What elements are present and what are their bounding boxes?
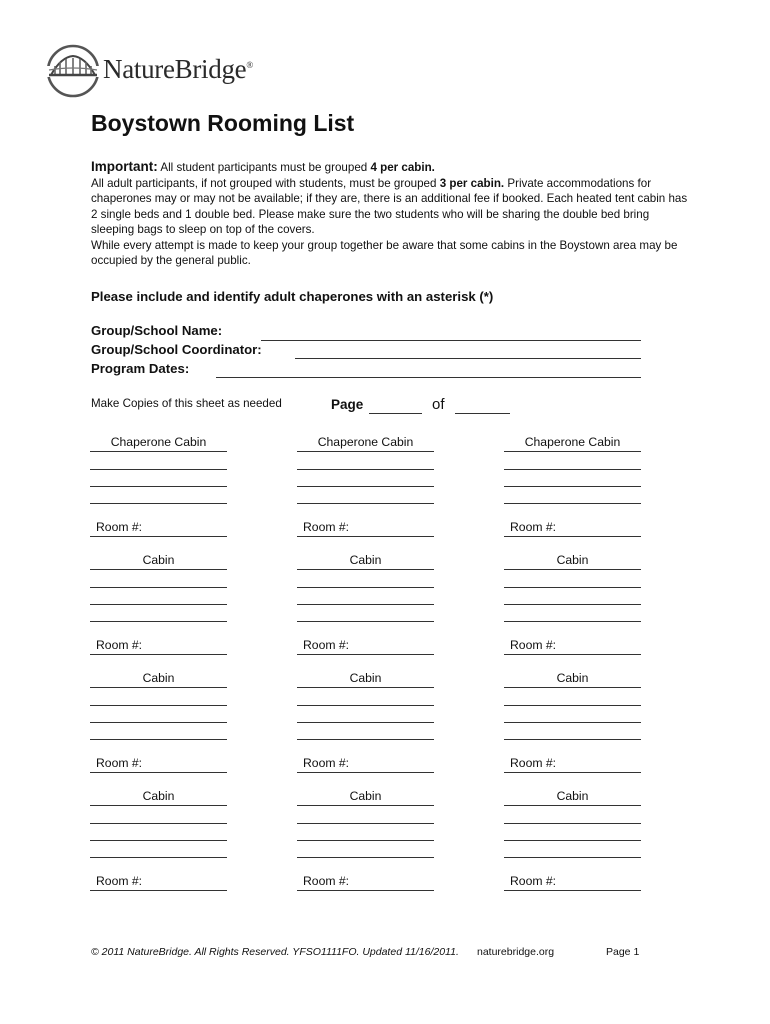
copies-note: Make Copies of this sheet as needed — [91, 397, 282, 410]
intro-students-bold: 4 per cabin. — [370, 161, 435, 174]
intro-line-public: While every attempt is made to keep your group together be aware that some cabins in the Boystown area may be occupied by the general public. — [91, 238, 678, 267]
occupant-line[interactable] — [90, 857, 227, 858]
occupant-line[interactable] — [297, 823, 434, 824]
cabin-heading: Cabin — [504, 671, 641, 688]
room-number-field[interactable]: Room #: — [297, 874, 434, 891]
asterisk-instruction: Please include and identify adult chaperones with an asterisk (*) — [91, 289, 494, 304]
coordinator-label: Group/School Coordinator: — [91, 342, 262, 357]
page-total-field[interactable] — [455, 413, 510, 414]
occupant-line[interactable] — [90, 503, 227, 504]
important-label: Important: — [91, 159, 158, 174]
intro-adults-text: All adult participants, if not grouped with students, must be grouped — [91, 176, 437, 190]
cabin-heading: Cabin — [90, 671, 227, 688]
group-name-field[interactable] — [261, 340, 641, 341]
occupant-line[interactable] — [90, 823, 227, 824]
cabin-heading: Cabin — [297, 789, 434, 806]
occupant-line[interactable] — [90, 604, 227, 605]
cabin-heading: Cabin — [504, 789, 641, 806]
occupant-line[interactable] — [297, 840, 434, 841]
cabin-heading: Chaperone Cabin — [90, 435, 227, 452]
occupant-line[interactable] — [297, 705, 434, 706]
occupant-line[interactable] — [504, 823, 641, 824]
cabin-heading: Cabin — [90, 553, 227, 570]
page-label: Page — [331, 397, 364, 412]
occupant-line[interactable] — [297, 604, 434, 605]
occupant-line[interactable] — [504, 503, 641, 504]
occupant-line[interactable] — [504, 739, 641, 740]
occupant-line[interactable] — [504, 587, 641, 588]
cabin-heading: Cabin — [297, 671, 434, 688]
of-label: of — [432, 396, 445, 413]
occupant-line[interactable] — [90, 486, 227, 487]
occupant-line[interactable] — [90, 621, 227, 622]
naturebridge-logo — [45, 44, 275, 98]
room-number-field[interactable]: Room #: — [297, 756, 434, 773]
occupant-line[interactable] — [90, 840, 227, 841]
page-title: Boystown Rooming List — [91, 110, 355, 136]
occupant-line[interactable] — [504, 857, 641, 858]
footer-copyright: © 2011 NatureBridge. All Rights Reserved. YFSO1111FO. Updated 11/16/2011. — [91, 946, 459, 958]
footer-page-number: Page 1 — [606, 946, 640, 958]
occupant-line[interactable] — [90, 469, 227, 470]
page-number-field[interactable] — [369, 413, 422, 414]
room-number-field[interactable]: Room #: — [90, 520, 227, 537]
cabin-heading: Cabin — [90, 789, 227, 806]
occupant-line[interactable] — [90, 587, 227, 588]
occupant-line[interactable] — [90, 722, 227, 723]
coordinator-field[interactable] — [295, 358, 641, 359]
bridge-logo-icon — [45, 44, 101, 98]
intro-adults-detail: Private accommodations for chaperones may or may not be available; if they are, there is an additional fee if booked. Each heated tent cabin has 2 single beds and 1 double bed. Please make sure the two students who will be sharing the double bed bring sleeping bags to sleep on top of the covers. — [91, 176, 688, 236]
intro-line-adults — [91, 176, 691, 238]
room-number-field[interactable]: Room #: — [90, 874, 227, 891]
cabin-heading: Chaperone Cabin — [297, 435, 434, 452]
occupant-line[interactable] — [297, 469, 434, 470]
occupant-line[interactable] — [504, 840, 641, 841]
intro-line-students — [91, 159, 691, 176]
cabin-heading: Cabin — [504, 553, 641, 570]
room-number-field[interactable]: Room #: — [504, 520, 641, 537]
room-number-field[interactable]: Room #: — [297, 638, 434, 655]
occupant-line[interactable] — [504, 722, 641, 723]
footer-url[interactable]: naturebridge.org — [477, 946, 555, 958]
logo-wordmark: NatureBridge® — [103, 54, 253, 84]
cabin-heading: Cabin — [297, 553, 434, 570]
room-number-field[interactable]: Room #: — [504, 874, 641, 891]
occupant-line[interactable] — [504, 621, 641, 622]
occupant-line[interactable] — [504, 705, 641, 706]
occupant-line[interactable] — [297, 486, 434, 487]
program-dates-label: Program Dates: — [91, 361, 190, 376]
occupant-line[interactable] — [504, 486, 641, 487]
occupant-line[interactable] — [90, 739, 227, 740]
group-name-label: Group/School Name: — [91, 323, 223, 338]
room-number-field[interactable]: Room #: — [297, 520, 434, 537]
occupant-line[interactable] — [297, 722, 434, 723]
program-dates-field[interactable] — [216, 377, 641, 378]
occupant-line[interactable] — [504, 469, 641, 470]
cabin-heading: Chaperone Cabin — [504, 435, 641, 452]
occupant-line[interactable] — [297, 621, 434, 622]
intro-paragraph — [91, 159, 691, 269]
occupant-line[interactable] — [297, 503, 434, 504]
occupant-line[interactable] — [90, 705, 227, 706]
room-number-field[interactable]: Room #: — [90, 638, 227, 655]
occupant-line[interactable] — [297, 587, 434, 588]
room-number-field[interactable]: Room #: — [504, 638, 641, 655]
occupant-line[interactable] — [297, 739, 434, 740]
intro-students-text: All student participants must be grouped — [160, 161, 368, 174]
room-number-field[interactable]: Room #: — [504, 756, 641, 773]
occupant-line[interactable] — [504, 604, 641, 605]
occupant-line[interactable] — [297, 857, 434, 858]
room-number-field[interactable]: Room #: — [90, 756, 227, 773]
intro-adults-bold: 3 per cabin. — [439, 176, 505, 190]
